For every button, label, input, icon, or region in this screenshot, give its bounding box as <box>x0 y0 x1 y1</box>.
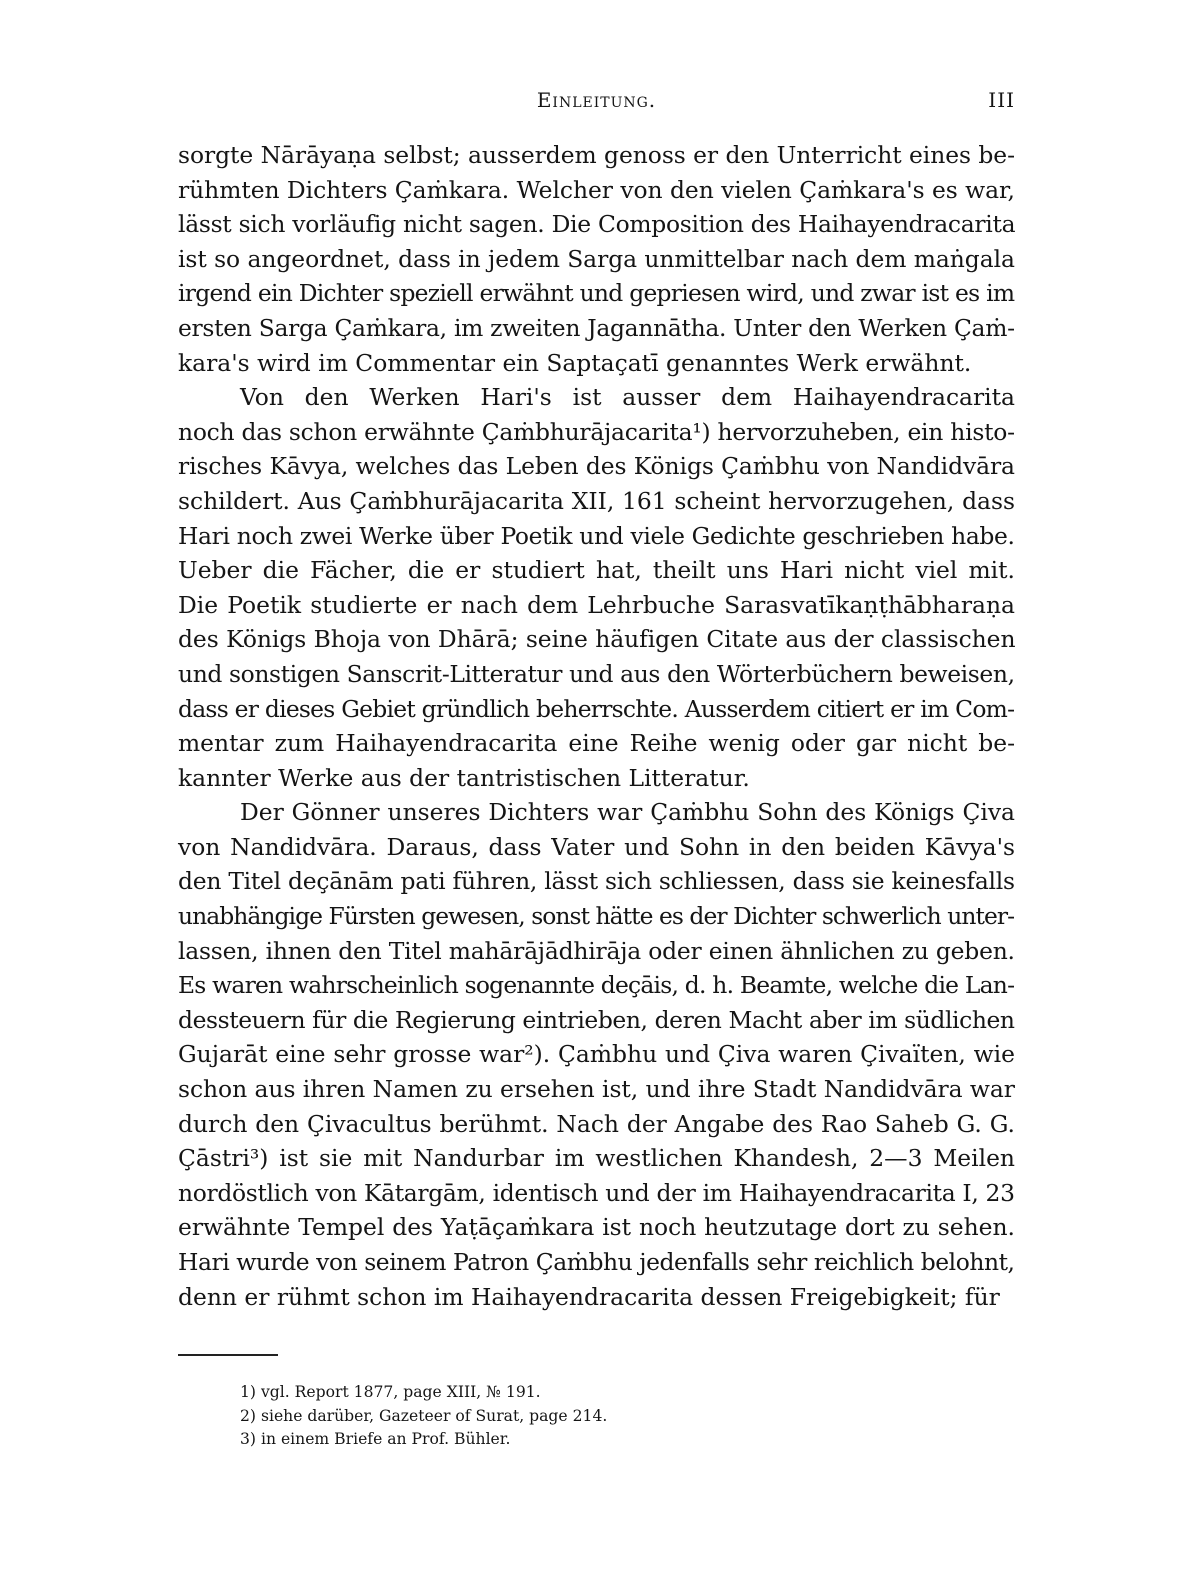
text-line: Der Gönner unseres Dichters war Çaṁbhu Sohn des Königs Çiva <box>240 798 1015 827</box>
text-line: kannter Werke aus der tantristischen Litteratur. <box>178 763 750 792</box>
text-line: schon aus ihren Namen zu ersehen ist, und ihre Stadt Nandidvāra war <box>178 1075 1015 1104</box>
text-line: noch das schon erwähnte Çaṁbhurājacarita¹) hervorzuheben, ein histo- <box>178 417 1015 446</box>
text-line: Ueber die Fächer, die er studiert hat, theilt uns Hari nicht viel mit. <box>178 556 1015 585</box>
footnote-divider <box>178 1354 278 1356</box>
text-line: Hari wurde von seinem Patron Çaṁbhu jedenfalls sehr reichlich belohnt, <box>178 1248 1015 1276</box>
text-line: erwähnte Tempel des Yaṭāçaṁkara ist noch heutzutage dort zu sehen. <box>178 1213 1015 1242</box>
text-line: denn er rühmt schon im Haihayendracarita dessen Freigebigkeit; für <box>178 1282 1000 1311</box>
text-line: und sonstigen Sanscrit-Litteratur und aus den Wörterbüchern beweisen, <box>178 659 1015 688</box>
text-line: durch den Çivacultus berühmt. Nach der Angabe des Rao Saheb G. G. <box>178 1109 1015 1138</box>
text-line: von Nandidvāra. Daraus, dass Vater und Sohn in den beiden Kāvya's <box>178 832 1015 861</box>
text-line: Gujarāt eine sehr grosse war²). Çaṁbhu und Çiva waren Çivaïten, wie <box>178 1040 1015 1069</box>
text-line: lassen, ihnen den Titel mahārājādhirāja oder einen ähnlichen zu geben. <box>178 936 1015 965</box>
text-line: unabhängige Fürsten gewesen, sonst hätte es der Dichter schwerlich unter- <box>178 902 1015 931</box>
page-header <box>178 88 1015 122</box>
text-line: mentar zum Haihayendracarita eine Reihe wenig oder gar nicht be- <box>178 729 1015 758</box>
text-line: risches Kāvya, welches das Leben des Königs Çaṁbhu von Nandidvāra <box>178 452 1015 481</box>
text-line: nordöstlich von Kātargām, identisch und der im Haihayendracarita I, 23 <box>178 1178 1015 1207</box>
text-line: Die Poetik studierte er nach dem Lehrbuche Sarasvatīkaṇṭhābharaṇa <box>178 590 1015 619</box>
text-line: sorgte Nārāyaṇa selbst; ausserdem genoss er den Unterricht eines be- <box>178 141 1015 169</box>
paragraph-3 <box>178 795 1015 1314</box>
paragraph-1 <box>178 138 1015 380</box>
text-line: rühmten Dichters Çaṁkara. Welcher von den vielen Çaṁkara's es war, <box>178 175 1015 204</box>
text-line: ersten Sarga Çaṁkara, im zweiten Jagannātha. Unter den Werken Çaṁ- <box>178 313 1015 342</box>
text-line: Çāstri³) ist sie mit Nandurbar im westlichen Khandesh, 2—3 Meilen <box>178 1144 1015 1173</box>
text-line: dass er dieses Gebiet gründlich beherrschte. Ausserdem citiert er im Com- <box>178 694 1015 723</box>
text-line: des Königs Bhoja von Dhārā; seine häufigen Citate aus der classischen <box>178 625 1016 654</box>
footnotes <box>240 1381 940 1452</box>
text-line: Hari noch zwei Werke über Poetik und viele Gedichte geschrieben habe. <box>178 521 1015 550</box>
text-line: Es waren wahrscheinlich sogenannte deçāis, d. h. Beamte, welche die Lan- <box>178 971 1015 1000</box>
text-line: schildert. Aus Çaṁbhurājacarita XII, 161 scheint hervorzugehen, dass <box>178 486 1015 515</box>
text-line: irgend ein Dichter speziell erwähnt und gepriesen wird, und zwar ist es im <box>178 279 1015 308</box>
running-title: Einleitung. <box>536 88 657 112</box>
footnote-3: 3) in einem Briefe an Prof. Bühler. <box>240 1430 511 1448</box>
page-number: III <box>988 88 1015 112</box>
footnote-2: 2) siehe darüber, Gazeteer of Surat, page 214. <box>240 1406 608 1425</box>
text-line: lässt sich vorläufig nicht sagen. Die Composition des Haihayendracarita <box>178 210 1016 239</box>
footnote-1: 1) vgl. Report 1877, page XIII, № 191. <box>240 1383 541 1401</box>
text-line: ist so angeordnet, dass in jedem Sarga unmittelbar nach dem maṅgala <box>178 244 1015 273</box>
paragraph-2 <box>178 380 1015 795</box>
text-line: kara's wird im Commentar ein Saptaçatī genanntes Werk erwähnt. <box>178 348 972 377</box>
body-text <box>178 138 1015 1314</box>
text-line: dessteuern für die Regierung eintrieben, deren Macht aber im südlichen <box>178 1005 1015 1034</box>
text-line: Von den Werken Hari's ist ausser dem Haihayendracarita <box>240 383 1015 412</box>
text-line: den Titel deçānām pati führen, lässt sich schliessen, dass sie keinesfalls <box>178 867 1015 896</box>
